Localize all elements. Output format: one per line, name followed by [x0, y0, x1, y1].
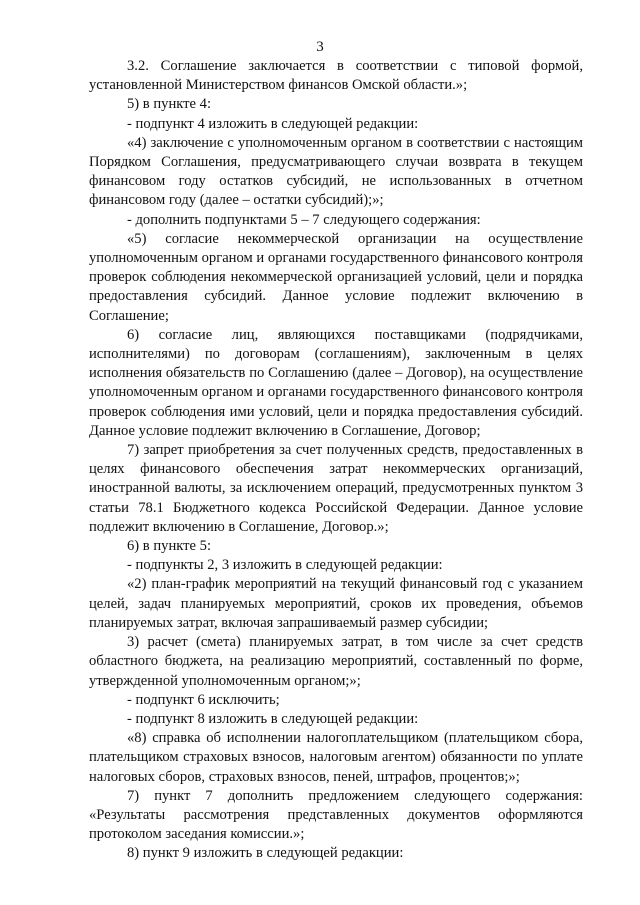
paragraph: - подпункт 6 исключить; — [127, 691, 280, 708]
paragraph: - подпункты 2, 3 изложить в следующей редакции: — [127, 557, 443, 574]
paragraph: - подпункт 4 изложить в следующей редакции: — [127, 115, 419, 132]
paragraph: «2) план-график мероприятий на текущий финансовый год с указанием целей, задач планируемых мероприятий, сроков их проведения, объемов планируемых затрат, включая запрашиваемый размер субсидии; — [89, 576, 583, 631]
paragraph: 3.2. Соглашение заключается в соответствии с типовой формой, установленной Министерством финансов Омской области.»; — [89, 58, 583, 94]
page-number: 3 — [316, 39, 324, 55]
paragraph: - дополнить подпунктами 5 – 7 следующего содержания: — [127, 211, 481, 228]
paragraph: «5) согласие некоммерческой организации на осуществление уполномоченным органом и органами государственного финансового контроля проверок соблюдения некоммерческой организацией условий, цели и порядка предоставления субсидий. Данное условие подлежит включению в Соглашение; — [89, 230, 583, 324]
paragraph: - подпункт 8 изложить в следующей редакции: — [127, 710, 419, 727]
paragraph: «8) справка об исполнении налогоплательщиком (плательщиком сбора, плательщиком страховых взносов, налоговым агентом) обязанности по уплате налоговых сборов, страховых взносов, пеней, штрафов, процентов;»; — [89, 730, 583, 785]
paragraph: 8) пункт 9 изложить в следующей редакции: — [127, 845, 404, 862]
document-body — [89, 57, 583, 864]
paragraph: 5) в пункте 4: — [127, 96, 212, 113]
paragraph: 7) пункт 7 дополнить предложением следующего содержания: «Результаты рассмотрения представленных документов оформляются протоколом заседания комиссии.»; — [89, 787, 583, 843]
paragraph: 6) согласие лиц, являющихся поставщиками (подрядчиками, исполнителями) по договорам (соглашениям), заключенным в целях исполнения обязательств по Соглашению (далее – Договор), на осуществление уполномоченным органом и органами государственного финансового контроля проверок соблюдения ими условий, цели и порядка предоставления субсидий. Данное условие подлежит включению в Соглашение, Договор; — [89, 326, 583, 439]
paragraph: «4) заключение с уполномоченным органом в соответствии с настоящим Порядком Соглашения, предусматривающего случаи возврата в текущем финансовом году остатков субсидий, не использованных в отчетном финансовом году (далее – остатки субсидий);»; — [89, 134, 583, 209]
paragraph: 6) в пункте 5: — [127, 538, 212, 555]
paragraph: 7) запрет приобретения за счет полученных средств, предоставленных в целях финансового обеспечения затрат некоммерческих организаций, иностранной валюты, за исключением операций, предусмотренных пунктом 3 статьи 78.1 Бюджетного кодекса Российской Федерации. Данное условие подлежит включению в Соглашение, Договор.»; — [89, 442, 583, 535]
paragraph: 3) расчет (смета) планируемых затрат, в том числе за счет средств областного бюджета, на реализацию мероприятий, составленный по форме, утвержденной уполномоченным органом;»; — [89, 634, 583, 689]
